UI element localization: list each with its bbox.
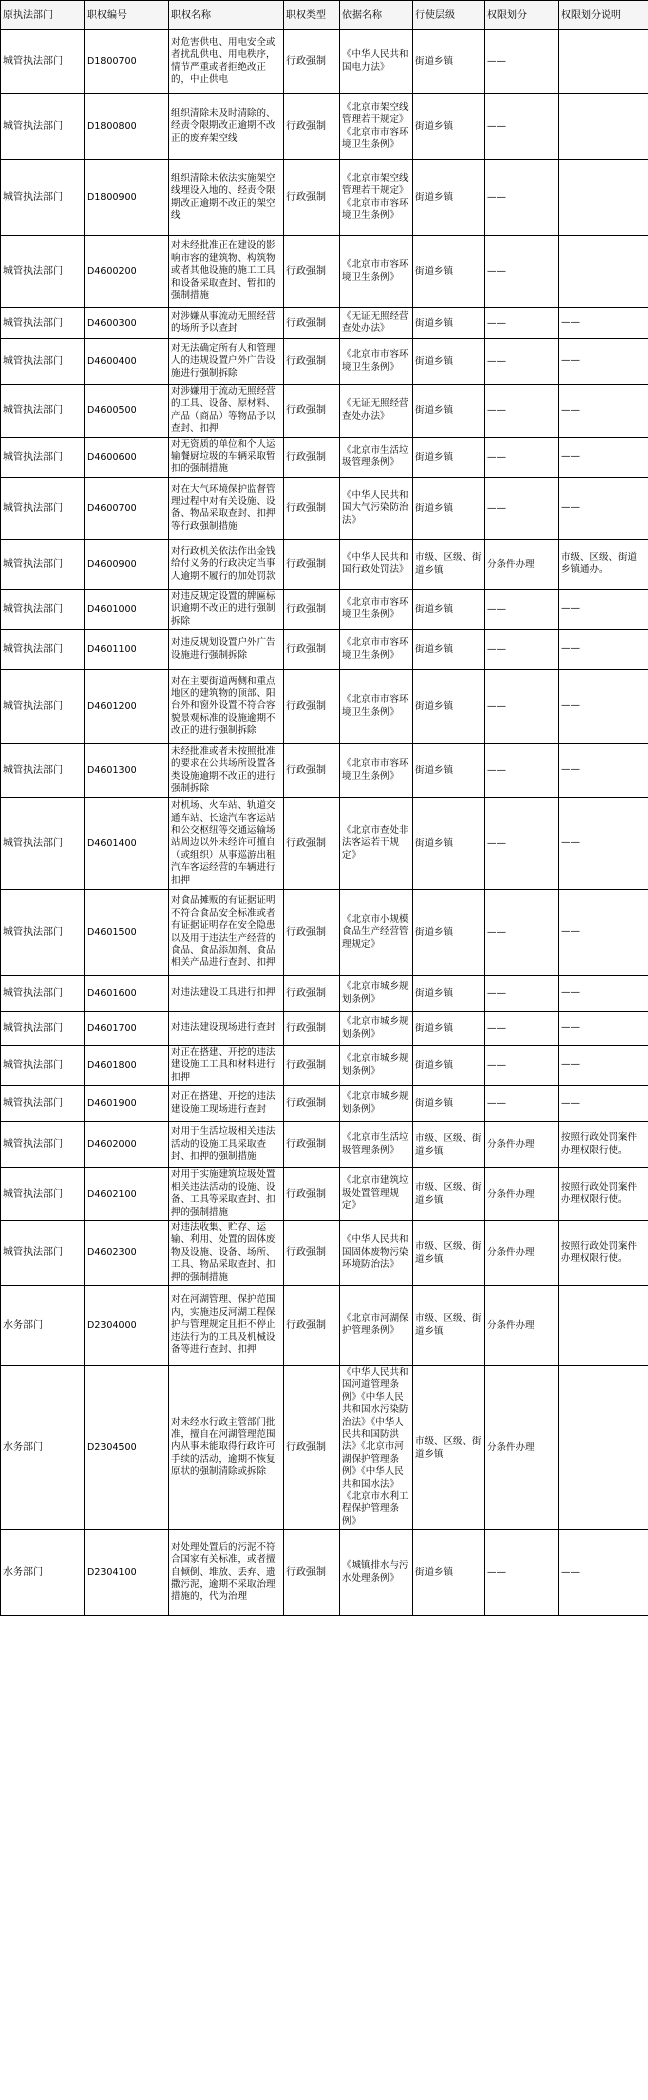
row-note: ——: [559, 1046, 648, 1086]
row-code: D2304500: [85, 1365, 169, 1529]
table-row: [1, 670, 648, 744]
row-type: 行政强制: [284, 385, 340, 438]
row-division: ——: [485, 385, 559, 438]
row-level: 街道乡镇: [413, 976, 485, 1012]
row-basis: 《北京市查处非法客运若干规定》: [340, 798, 413, 890]
row-basis: 《北京市河湖保护管理条例》: [340, 1285, 413, 1365]
row-type: 行政强制: [284, 1086, 340, 1122]
row-basis: 《北京市市容环境卫生条例》: [340, 630, 413, 670]
table-row: [1, 477, 648, 539]
table-row: [1, 339, 648, 385]
row-code: D4600500: [85, 385, 169, 438]
row-division: ——: [485, 630, 559, 670]
row-basis: 《北京市城乡规划条例》: [340, 976, 413, 1012]
row-dept: 城管执法部门: [1, 798, 85, 890]
row-code: D4601000: [85, 589, 169, 629]
row-basis: 《北京市市容环境卫生条例》: [340, 236, 413, 308]
row-note: [559, 94, 648, 160]
row-level: 街道乡镇: [413, 1530, 485, 1616]
row-basis: 《北京市架空线管理若干规定》《北京市市容环境卫生条例》: [340, 160, 413, 236]
table-row: [1, 1530, 648, 1616]
row-dept: 城管执法部门: [1, 744, 85, 798]
row-basis: 《中华人民共和国固体废物污染环境防治法》: [340, 1220, 413, 1285]
row-code: D4601900: [85, 1086, 169, 1122]
row-name: 对食品摊贩的有证据证明不符合食品安全标准或者有证据证明存在安全隐患以及用于违法生产经营的食品、食品添加剂、食品相关产品进行查封、扣押: [169, 890, 284, 976]
row-basis: 《北京市建筑垃圾处置管理规定》: [340, 1168, 413, 1221]
row-level: 街道乡镇: [413, 798, 485, 890]
table-row: [1, 1285, 648, 1365]
row-division: ——: [485, 1046, 559, 1086]
row-basis: 《北京市城乡规划条例》: [340, 1046, 413, 1086]
row-type: 行政强制: [284, 1530, 340, 1616]
row-dept: 城管执法部门: [1, 630, 85, 670]
row-note: ——: [559, 976, 648, 1012]
row-name: 对在大气环境保护监督管理过程中对有关设施、设备、物品采取查封、扣押等行政强制措施: [169, 477, 284, 539]
row-dept: 城管执法部门: [1, 1086, 85, 1122]
table-row: [1, 976, 648, 1012]
row-name: 对行政机关依法作出金钱给付义务的行政决定当事人逾期不履行的加处罚款: [169, 539, 284, 589]
row-basis: 《北京市市容环境卫生条例》: [340, 670, 413, 744]
row-type: 行政强制: [284, 477, 340, 539]
row-level: 街道乡镇: [413, 744, 485, 798]
table-row: [1, 236, 648, 308]
row-level: 街道乡镇: [413, 670, 485, 744]
row-level: 市级、区级、街道乡镇: [413, 539, 485, 589]
row-note: ——: [559, 890, 648, 976]
row-name: 对用于生活垃圾相关违法活动的设施工具采取查封、扣押的强制措施: [169, 1122, 284, 1168]
row-type: 行政强制: [284, 160, 340, 236]
row-type: 行政强制: [284, 437, 340, 477]
table-row: [1, 385, 648, 438]
row-level: 市级、区级、街道乡镇: [413, 1168, 485, 1221]
row-name: 对违反规定设置的牌匾标识逾期不改正的进行强制拆除: [169, 589, 284, 629]
row-type: 行政强制: [284, 1168, 340, 1221]
row-note: 按照行政处罚案件办理权限行使。: [559, 1220, 648, 1285]
row-division: ——: [485, 437, 559, 477]
row-level: 市级、区级、街道乡镇: [413, 1285, 485, 1365]
row-code: D4600200: [85, 236, 169, 308]
row-division: 分条件办理: [485, 539, 559, 589]
row-division: ——: [485, 890, 559, 976]
table-row: [1, 1122, 648, 1168]
row-name: 对违法建设工具进行扣押: [169, 976, 284, 1012]
row-level: 市级、区级、街道乡镇: [413, 1365, 485, 1529]
row-level: 街道乡镇: [413, 1012, 485, 1046]
row-division: ——: [485, 1086, 559, 1122]
row-type: 行政强制: [284, 1285, 340, 1365]
row-division: ——: [485, 236, 559, 308]
row-note: 按照行政处罚案件办理权限行使。: [559, 1168, 648, 1221]
row-code: D2304100: [85, 1530, 169, 1616]
row-code: D2304000: [85, 1285, 169, 1365]
row-division: ——: [485, 30, 559, 94]
row-division: ——: [485, 477, 559, 539]
row-level: 街道乡镇: [413, 308, 485, 339]
row-division: 分条件办理: [485, 1365, 559, 1529]
row-division: ——: [485, 798, 559, 890]
row-code: D4601300: [85, 744, 169, 798]
header-type: 职权类型: [284, 1, 340, 30]
row-division: ——: [485, 976, 559, 1012]
row-note: ——: [559, 308, 648, 339]
row-code: D4601700: [85, 1012, 169, 1046]
table-row: [1, 30, 648, 94]
row-code: D4601400: [85, 798, 169, 890]
row-code: D4602000: [85, 1122, 169, 1168]
row-basis: 《北京市城乡规划条例》: [340, 1086, 413, 1122]
row-note: ——: [559, 1530, 648, 1616]
table-row: [1, 1086, 648, 1122]
row-type: 行政强制: [284, 589, 340, 629]
table-row: [1, 308, 648, 339]
row-dept: 水务部门: [1, 1530, 85, 1616]
row-note: ——: [559, 339, 648, 385]
row-name: 对未经批准正在建设的影响市容的建筑物、构筑物或者其他设施的施工工具和设备采取查封、暂扣的强制措施: [169, 236, 284, 308]
row-dept: 城管执法部门: [1, 1046, 85, 1086]
row-basis: 《北京市城乡规划条例》: [340, 1012, 413, 1046]
row-note: ——: [559, 1086, 648, 1122]
row-division: ——: [485, 1530, 559, 1616]
row-basis: 《中华人民共和国大气污染防治法》: [340, 477, 413, 539]
row-division: ——: [485, 670, 559, 744]
row-division: 分条件办理: [485, 1285, 559, 1365]
table-row: [1, 1012, 648, 1046]
row-code: D4600600: [85, 437, 169, 477]
table-row: [1, 1168, 648, 1221]
row-note: ——: [559, 385, 648, 438]
row-name: 对涉嫌用于流动无照经营的工具、设备、原材料、产品（商品）等物品予以查封、扣押: [169, 385, 284, 438]
row-dept: 城管执法部门: [1, 477, 85, 539]
row-dept: 城管执法部门: [1, 94, 85, 160]
header-division: 权限划分: [485, 1, 559, 30]
row-type: 行政强制: [284, 1220, 340, 1285]
row-type: 行政强制: [284, 308, 340, 339]
row-basis: 《北京市生活垃圾管理条例》: [340, 437, 413, 477]
row-name: 对违反规划设置户外广告设施进行强制拆除: [169, 630, 284, 670]
row-type: 行政强制: [284, 1122, 340, 1168]
row-name: 对未经水行政主管部门批准，擅自在河湖管理范围内从事未能取得行政许可手续的活动，逾期不恢复原状的强制清除或拆除: [169, 1365, 284, 1529]
table-row: [1, 1046, 648, 1086]
header-name: 职权名称: [169, 1, 284, 30]
row-code: D1800800: [85, 94, 169, 160]
table-row: [1, 1220, 648, 1285]
row-dept: 城管执法部门: [1, 1122, 85, 1168]
header-level: 行使层级: [413, 1, 485, 30]
row-level: 街道乡镇: [413, 477, 485, 539]
row-basis: 《无证无照经营查处办法》: [340, 385, 413, 438]
row-dept: 城管执法部门: [1, 1012, 85, 1046]
row-type: 行政强制: [284, 976, 340, 1012]
row-code: D4600900: [85, 539, 169, 589]
row-level: 市级、区级、街道乡镇: [413, 1122, 485, 1168]
row-division: ——: [485, 94, 559, 160]
row-basis: 《中华人民共和国河道管理条例》《中华人民共和国水污染防治法》《中华人民共和国防洪法》《北京市河湖保护管理条例》《中华人民共和国水法》《北京市水利工程保护管理条例》: [340, 1365, 413, 1529]
header-basis: 依据名称: [340, 1, 413, 30]
header-row: [1, 1, 648, 30]
row-division: 分条件办理: [485, 1168, 559, 1221]
row-basis: 《北京市生活垃圾管理条例》: [340, 1122, 413, 1168]
row-type: 行政强制: [284, 630, 340, 670]
row-dept: 城管执法部门: [1, 385, 85, 438]
row-name: 对正在搭建、开挖的违法建设施工工具和材料进行扣押: [169, 1046, 284, 1086]
table-row: [1, 437, 648, 477]
table-row: [1, 160, 648, 236]
row-level: 街道乡镇: [413, 630, 485, 670]
row-level: 街道乡镇: [413, 339, 485, 385]
row-basis: 《中华人民共和国行政处罚法》: [340, 539, 413, 589]
row-type: 行政强制: [284, 890, 340, 976]
row-name: 对违法建设现场进行查封: [169, 1012, 284, 1046]
row-division: 分条件办理: [485, 1122, 559, 1168]
row-division: ——: [485, 744, 559, 798]
row-note: 按照行政处罚案件办理权限行使。: [559, 1122, 648, 1168]
row-level: 街道乡镇: [413, 890, 485, 976]
row-level: 街道乡镇: [413, 385, 485, 438]
row-note: ——: [559, 437, 648, 477]
row-note: ——: [559, 744, 648, 798]
row-name: 对处理处置后的污泥不符合国家有关标准，或者擅自倾倒、堆放、丢弃、遗撒污泥，逾期不采取治理措施的，代为治理: [169, 1530, 284, 1616]
table-row: [1, 94, 648, 160]
row-dept: 城管执法部门: [1, 236, 85, 308]
row-note: [559, 160, 648, 236]
row-code: D4601100: [85, 630, 169, 670]
row-basis: 《北京市小规模食品生产经营管理规定》: [340, 890, 413, 976]
row-type: 行政强制: [284, 670, 340, 744]
row-code: D4601200: [85, 670, 169, 744]
row-note: [559, 30, 648, 94]
row-division: ——: [485, 339, 559, 385]
row-code: D4602100: [85, 1168, 169, 1221]
row-type: 行政强制: [284, 1012, 340, 1046]
row-code: D4600300: [85, 308, 169, 339]
row-name: 对无资质的单位和个人运输餐厨垃圾的车辆采取暂扣的强制措施: [169, 437, 284, 477]
row-level: 街道乡镇: [413, 236, 485, 308]
row-basis: 《北京市市容环境卫生条例》: [340, 744, 413, 798]
row-level: 街道乡镇: [413, 437, 485, 477]
row-type: 行政强制: [284, 339, 340, 385]
row-division: ——: [485, 1012, 559, 1046]
table-body: [1, 30, 648, 1616]
row-division: 分条件办理: [485, 1220, 559, 1285]
row-note: ——: [559, 1012, 648, 1046]
row-dept: 城管执法部门: [1, 308, 85, 339]
row-type: 行政强制: [284, 236, 340, 308]
table-row: [1, 890, 648, 976]
row-type: 行政强制: [284, 94, 340, 160]
header-note: 权限划分说明: [559, 1, 648, 30]
row-type: 行政强制: [284, 539, 340, 589]
row-code: D1800900: [85, 160, 169, 236]
table-row: [1, 589, 648, 629]
table-row: [1, 539, 648, 589]
row-dept: 城管执法部门: [1, 1168, 85, 1221]
row-code: D4601500: [85, 890, 169, 976]
row-level: 街道乡镇: [413, 94, 485, 160]
row-name: 组织清除未依法实施架空线埋设入地的、经责令限期改正逾期不改正的架空线: [169, 160, 284, 236]
row-code: D4600400: [85, 339, 169, 385]
row-code: D4600700: [85, 477, 169, 539]
row-basis: 《城镇排水与污水处理条例》: [340, 1530, 413, 1616]
row-name: 对用于实施建筑垃圾处置相关违法活动的设施、设备、工具等采取查封、扣押的强制措施: [169, 1168, 284, 1221]
row-name: 组织清除未及时清除的、经责令限期改正逾期不改正的废弃架空线: [169, 94, 284, 160]
row-division: ——: [485, 589, 559, 629]
row-dept: 城管执法部门: [1, 539, 85, 589]
row-type: 行政强制: [284, 1046, 340, 1086]
row-name: 对危害供电、用电安全或者扰乱供电、用电秩序，情节严重或者拒绝改正的，中止供电: [169, 30, 284, 94]
row-level: 市级、区级、街道乡镇: [413, 1220, 485, 1285]
row-name: 对违法收集、贮存、运输、利用、处置的固体废物及设施、设备、场所、工具、物品采取查封、扣押的强制措施: [169, 1220, 284, 1285]
table-row: [1, 630, 648, 670]
row-division: ——: [485, 308, 559, 339]
row-note: ——: [559, 630, 648, 670]
row-name: 对在主要街道两侧和重点地区的建筑物的顶部、阳台外和窗外设置不符合容貌景观标准的设施逾期不改正的进行强制拆除: [169, 670, 284, 744]
row-type: 行政强制: [284, 1365, 340, 1529]
row-note: ——: [559, 670, 648, 744]
row-basis: 《北京市架空线管理若干规定》《北京市市容环境卫生条例》: [340, 94, 413, 160]
row-dept: 城管执法部门: [1, 160, 85, 236]
row-division: ——: [485, 160, 559, 236]
row-level: 街道乡镇: [413, 30, 485, 94]
row-dept: 水务部门: [1, 1285, 85, 1365]
row-dept: 城管执法部门: [1, 976, 85, 1012]
row-dept: 城管执法部门: [1, 670, 85, 744]
row-level: 街道乡镇: [413, 1086, 485, 1122]
row-type: 行政强制: [284, 744, 340, 798]
row-name: 对涉嫌从事流动无照经营的场所予以查封: [169, 308, 284, 339]
row-note: [559, 236, 648, 308]
row-note: [559, 1365, 648, 1529]
table-row: [1, 798, 648, 890]
row-note: ——: [559, 477, 648, 539]
row-name: 对机场、火车站、轨道交通车站、长途汽车客运站和公交枢纽等交通运输场站周边以外未经许可擅自（或组织）从事巡游出租汽车客运经营的车辆进行扣押: [169, 798, 284, 890]
row-dept: 城管执法部门: [1, 890, 85, 976]
row-level: 街道乡镇: [413, 1046, 485, 1086]
row-name: 未经批准或者未按照批准的要求在公共场所设置各类设施逾期不改正的进行强制拆除: [169, 744, 284, 798]
row-basis: 《北京市市容环境卫生条例》: [340, 339, 413, 385]
row-dept: 城管执法部门: [1, 1220, 85, 1285]
row-basis: 《北京市市容环境卫生条例》: [340, 589, 413, 629]
header-dept: 原执法部门: [1, 1, 85, 30]
row-dept: 城管执法部门: [1, 589, 85, 629]
row-code: D4602300: [85, 1220, 169, 1285]
row-note: [559, 1285, 648, 1365]
row-dept: 水务部门: [1, 1365, 85, 1529]
row-note: ——: [559, 798, 648, 890]
row-code: D4601600: [85, 976, 169, 1012]
row-note: 市级、区级、街道乡镇通办。: [559, 539, 648, 589]
row-dept: 城管执法部门: [1, 437, 85, 477]
row-level: 街道乡镇: [413, 589, 485, 629]
header-code: 职权编号: [85, 1, 169, 30]
row-dept: 城管执法部门: [1, 339, 85, 385]
row-type: 行政强制: [284, 798, 340, 890]
row-code: D4601800: [85, 1046, 169, 1086]
table-row: [1, 1365, 648, 1529]
row-level: 街道乡镇: [413, 160, 485, 236]
row-basis: 《无证无照经营查处办法》: [340, 308, 413, 339]
row-name: 对无法确定所有人和管理人的违规设置户外广告设施进行强制拆除: [169, 339, 284, 385]
row-basis: 《中华人民共和国电力法》: [340, 30, 413, 94]
row-note: ——: [559, 589, 648, 629]
row-name: 对正在搭建、开挖的违法建设施工现场进行查封: [169, 1086, 284, 1122]
row-code: D1800700: [85, 30, 169, 94]
row-type: 行政强制: [284, 30, 340, 94]
row-name: 对在河湖管理、保护范围内，实施违反河湖工程保护与管理规定且拒不停止违法行为的工具及机械设备等进行查封、扣押: [169, 1285, 284, 1365]
row-dept: 城管执法部门: [1, 30, 85, 94]
table-row: [1, 744, 648, 798]
